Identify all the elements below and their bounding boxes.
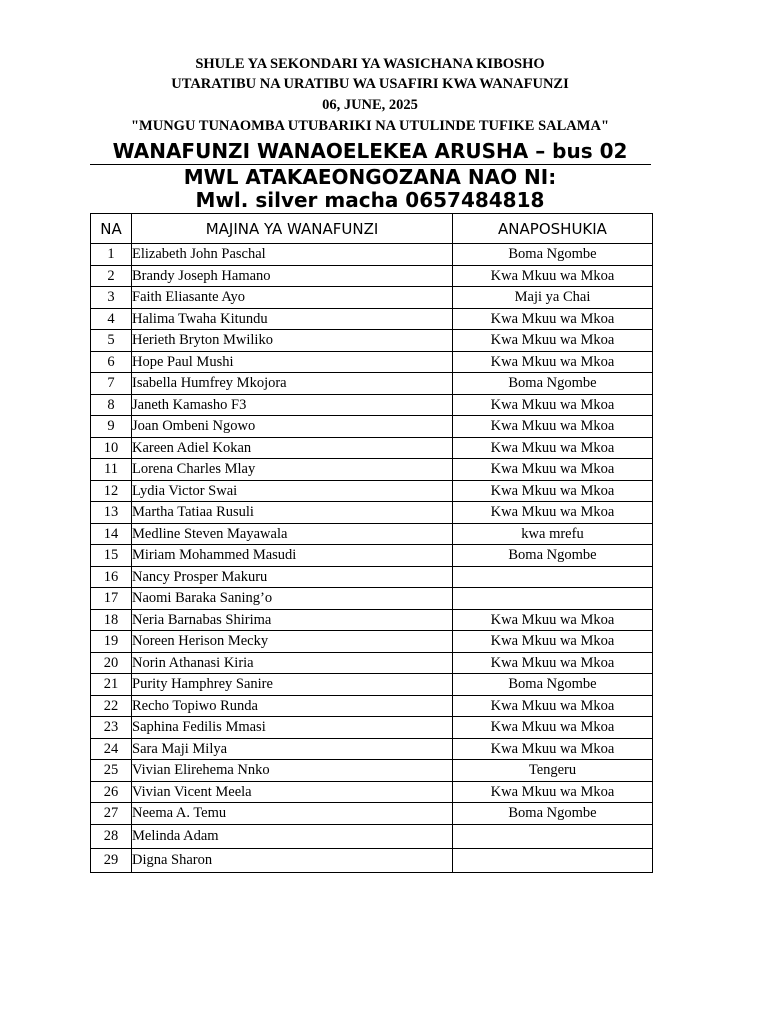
row-number: 17 bbox=[91, 588, 132, 610]
table-row bbox=[91, 437, 653, 459]
table-row bbox=[91, 330, 653, 352]
column-header-name: MAJINA YA WANAFUNZI bbox=[132, 214, 453, 244]
row-number: 23 bbox=[91, 717, 132, 739]
row-number: 4 bbox=[91, 308, 132, 330]
table-row bbox=[91, 545, 653, 567]
drop-off-point: Kwa Mkuu wa Mkoa bbox=[453, 631, 653, 653]
table-row bbox=[91, 781, 653, 803]
row-number: 21 bbox=[91, 674, 132, 696]
drop-off-point bbox=[453, 824, 653, 848]
row-number: 14 bbox=[91, 523, 132, 545]
drop-off-point: Boma Ngombe bbox=[453, 244, 653, 266]
row-number: 13 bbox=[91, 502, 132, 524]
student-name: Martha Tatiaa Rusuli bbox=[132, 502, 453, 524]
student-name: Nancy Prosper Makuru bbox=[132, 566, 453, 588]
drop-off-point: Kwa Mkuu wa Mkoa bbox=[453, 781, 653, 803]
drop-off-point: Kwa Mkuu wa Mkoa bbox=[453, 502, 653, 524]
table-row bbox=[91, 459, 653, 481]
student-name: Vivian Vicent Meela bbox=[132, 781, 453, 803]
table-row bbox=[91, 394, 653, 416]
drop-off-point: Kwa Mkuu wa Mkoa bbox=[453, 437, 653, 459]
row-number: 11 bbox=[91, 459, 132, 481]
drop-off-point: kwa mrefu bbox=[453, 523, 653, 545]
student-name: Lorena Charles Mlay bbox=[132, 459, 453, 481]
student-table bbox=[90, 213, 653, 873]
table-row bbox=[91, 373, 653, 395]
table-row bbox=[91, 631, 653, 653]
table-row bbox=[91, 803, 653, 825]
column-header-number: NA bbox=[91, 214, 132, 244]
drop-off-point bbox=[453, 566, 653, 588]
student-name: Brandy Joseph Hamano bbox=[132, 265, 453, 287]
row-number: 26 bbox=[91, 781, 132, 803]
drop-off-point: Kwa Mkuu wa Mkoa bbox=[453, 695, 653, 717]
row-number: 16 bbox=[91, 566, 132, 588]
drop-off-point: Kwa Mkuu wa Mkoa bbox=[453, 459, 653, 481]
column-header-stop: ANAPOSHUKIA bbox=[453, 214, 653, 244]
student-name: Saphina Fedilis Mmasi bbox=[132, 717, 453, 739]
table-row bbox=[91, 695, 653, 717]
table-row bbox=[91, 502, 653, 524]
student-name: Halima Twaha Kitundu bbox=[132, 308, 453, 330]
student-name: Noreen Herison Mecky bbox=[132, 631, 453, 653]
row-number: 24 bbox=[91, 738, 132, 760]
row-number: 6 bbox=[91, 351, 132, 373]
school-name: SHULE YA SEKONDARI YA WASICHANA KIBOSHO bbox=[195, 56, 545, 72]
table-row bbox=[91, 523, 653, 545]
row-number: 5 bbox=[91, 330, 132, 352]
drop-off-point: Boma Ngombe bbox=[453, 373, 653, 395]
student-name: Neema A. Temu bbox=[132, 803, 453, 825]
student-name: Purity Hamphrey Sanire bbox=[132, 674, 453, 696]
row-number: 27 bbox=[91, 803, 132, 825]
drop-off-point: Kwa Mkuu wa Mkoa bbox=[453, 394, 653, 416]
table-row bbox=[91, 824, 653, 848]
row-number: 7 bbox=[91, 373, 132, 395]
row-number: 1 bbox=[91, 244, 132, 266]
row-number: 28 bbox=[91, 824, 132, 848]
table-row bbox=[91, 588, 653, 610]
table-row bbox=[91, 848, 653, 872]
table-row bbox=[91, 566, 653, 588]
student-name: Melinda Adam bbox=[132, 824, 453, 848]
drop-off-point: Tengeru bbox=[453, 760, 653, 782]
row-number: 19 bbox=[91, 631, 132, 653]
table-row bbox=[91, 265, 653, 287]
table-row bbox=[91, 760, 653, 782]
drop-off-point: Kwa Mkuu wa Mkoa bbox=[453, 609, 653, 631]
student-name: Herieth Bryton Mwiliko bbox=[132, 330, 453, 352]
table-body bbox=[91, 244, 653, 873]
table-row bbox=[91, 351, 653, 373]
student-name: Lydia Victor Swai bbox=[132, 480, 453, 502]
document-date: 06, JUNE, 2025 bbox=[322, 97, 418, 113]
student-name: Kareen Adiel Kokan bbox=[132, 437, 453, 459]
drop-off-point: Kwa Mkuu wa Mkoa bbox=[453, 652, 653, 674]
student-name: Neria Barnabas Shirima bbox=[132, 609, 453, 631]
drop-off-point bbox=[453, 588, 653, 610]
drop-off-point: Boma Ngombe bbox=[453, 803, 653, 825]
row-number: 12 bbox=[91, 480, 132, 502]
prayer-line: "MUNGU TUNAOMBA UTUBARIKI NA UTULINDE TUFIKE SALAMA" bbox=[130, 118, 609, 134]
document-subtitle: UTARATIBU NA URATIBU WA USAFIRI KWA WANAFUNZI bbox=[171, 76, 569, 92]
row-number: 15 bbox=[91, 545, 132, 567]
row-number: 22 bbox=[91, 695, 132, 717]
drop-off-point: Kwa Mkuu wa Mkoa bbox=[453, 480, 653, 502]
row-number: 29 bbox=[91, 848, 132, 872]
row-number: 8 bbox=[91, 394, 132, 416]
student-name: Recho Topiwo Runda bbox=[132, 695, 453, 717]
student-name: Janeth Kamasho F3 bbox=[132, 394, 453, 416]
table-header-row bbox=[91, 214, 653, 244]
row-number: 9 bbox=[91, 416, 132, 438]
table-row bbox=[91, 609, 653, 631]
student-name: Digna Sharon bbox=[132, 848, 453, 872]
table-row bbox=[91, 480, 653, 502]
table-row bbox=[91, 416, 653, 438]
student-name: Medline Steven Mayawala bbox=[132, 523, 453, 545]
drop-off-point: Kwa Mkuu wa Mkoa bbox=[453, 738, 653, 760]
drop-off-point: Kwa Mkuu wa Mkoa bbox=[453, 330, 653, 352]
row-number: 18 bbox=[91, 609, 132, 631]
table-row bbox=[91, 308, 653, 330]
student-name: Norin Athanasi Kiria bbox=[132, 652, 453, 674]
drop-off-point: Kwa Mkuu wa Mkoa bbox=[453, 416, 653, 438]
row-number: 10 bbox=[91, 437, 132, 459]
student-name: Naomi Baraka Saning’o bbox=[132, 588, 453, 610]
row-number: 2 bbox=[91, 265, 132, 287]
drop-off-point: Kwa Mkuu wa Mkoa bbox=[453, 265, 653, 287]
student-name: Joan Ombeni Ngowo bbox=[132, 416, 453, 438]
drop-off-point: Boma Ngombe bbox=[453, 545, 653, 567]
drop-off-point bbox=[453, 848, 653, 872]
student-name: Hope Paul Mushi bbox=[132, 351, 453, 373]
drop-off-point: Kwa Mkuu wa Mkoa bbox=[453, 308, 653, 330]
table-row bbox=[91, 674, 653, 696]
escort-name: Mwl. silver macha 0657484818 bbox=[195, 188, 545, 212]
drop-off-point: Boma Ngombe bbox=[453, 674, 653, 696]
table-row bbox=[91, 287, 653, 309]
student-name: Miriam Mohammed Masudi bbox=[132, 545, 453, 567]
table-row bbox=[91, 738, 653, 760]
student-name: Elizabeth John Paschal bbox=[132, 244, 453, 266]
drop-off-point: Maji ya Chai bbox=[453, 287, 653, 309]
student-name: Faith Eliasante Ayo bbox=[132, 287, 453, 309]
table-row bbox=[91, 717, 653, 739]
row-number: 3 bbox=[91, 287, 132, 309]
drop-off-point: Kwa Mkuu wa Mkoa bbox=[453, 351, 653, 373]
row-number: 25 bbox=[91, 760, 132, 782]
student-name: Vivian Elirehema Nnko bbox=[132, 760, 453, 782]
drop-off-point: Kwa Mkuu wa Mkoa bbox=[453, 717, 653, 739]
table-row bbox=[91, 652, 653, 674]
student-name: Isabella Humfrey Mkojora bbox=[132, 373, 453, 395]
table-row bbox=[91, 244, 653, 266]
destination-title: WANAFUNZI WANAOELEKEA ARUSHA – bus 02 bbox=[112, 139, 628, 163]
row-number: 20 bbox=[91, 652, 132, 674]
escort-label: MWL ATAKAEONGOZANA NAO NI: bbox=[183, 165, 557, 189]
student-name: Sara Maji Milya bbox=[132, 738, 453, 760]
